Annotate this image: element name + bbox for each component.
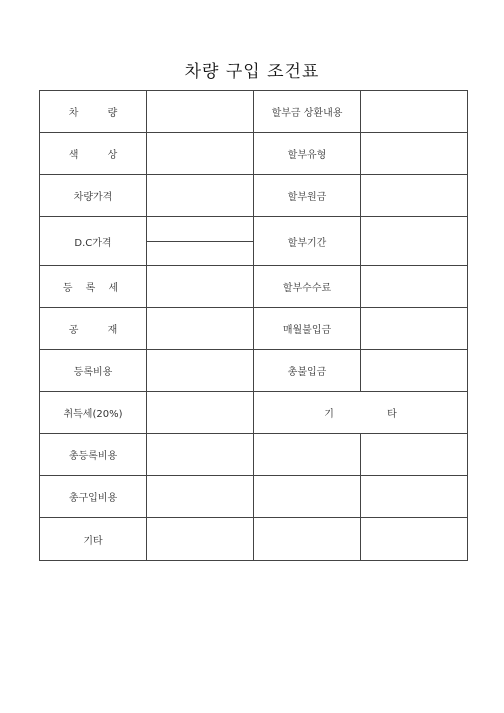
value-installment-repayment[interactable] — [361, 91, 468, 133]
value-installment-type[interactable] — [361, 133, 468, 175]
value-registration-tax[interactable] — [147, 266, 254, 308]
table-row — [40, 518, 468, 561]
value-acquisition-tax[interactable] — [147, 392, 254, 434]
label-vehicle-price: 차량가격 — [40, 175, 147, 217]
value-registration-cost[interactable] — [147, 350, 254, 392]
value-total-purchase-cost[interactable] — [147, 476, 254, 518]
value-total-payment[interactable] — [361, 350, 468, 392]
label-vehicle: 차 량 — [40, 91, 147, 133]
label-other: 기타 — [40, 518, 147, 561]
dc-price-upper-field[interactable] — [147, 217, 253, 242]
value-installment-principal[interactable] — [361, 175, 468, 217]
value-deduction[interactable] — [147, 308, 254, 350]
table-row — [40, 476, 468, 518]
others-field-3a[interactable] — [254, 518, 361, 561]
table-row — [40, 133, 468, 175]
table-row — [40, 91, 468, 133]
table-row — [40, 350, 468, 392]
value-total-registration-cost[interactable] — [147, 434, 254, 476]
table-row — [40, 175, 468, 217]
others-field-2b[interactable] — [361, 476, 468, 518]
label-registration-tax: 등 록 세 — [40, 266, 147, 308]
value-other[interactable] — [147, 518, 254, 561]
others-field-2a[interactable] — [254, 476, 361, 518]
label-total-registration-cost: 총등록비용 — [40, 434, 147, 476]
label-total-payment: 총불입금 — [254, 350, 361, 392]
label-dc-price: D.C가격 — [40, 217, 147, 266]
value-monthly-payment[interactable] — [361, 308, 468, 350]
table-row — [40, 266, 468, 308]
value-color[interactable] — [147, 133, 254, 175]
label-registration-cost: 등록비용 — [40, 350, 147, 392]
label-installment-fee: 할부수수료 — [254, 266, 361, 308]
label-color: 색 상 — [40, 133, 147, 175]
label-installment-period: 할부기간 — [254, 217, 361, 266]
table-row — [40, 217, 468, 266]
others-field-1b[interactable] — [361, 434, 468, 476]
dc-price-lower-field[interactable] — [147, 242, 253, 266]
label-installment-principal: 할부원금 — [254, 175, 361, 217]
others-field-3b[interactable] — [361, 518, 468, 561]
label-deduction: 공 재 — [40, 308, 147, 350]
value-dc-price[interactable] — [147, 217, 254, 266]
value-installment-period[interactable] — [361, 217, 468, 266]
label-total-purchase-cost: 총구입비용 — [40, 476, 147, 518]
label-installment-type: 할부유형 — [254, 133, 361, 175]
label-acquisition-tax: 취득세(20%) — [40, 392, 147, 434]
label-others-header: 기 타 — [254, 392, 468, 434]
table-row — [40, 392, 468, 434]
table-row — [40, 434, 468, 476]
others-field-1a[interactable] — [254, 434, 361, 476]
table-row — [40, 308, 468, 350]
label-monthly-payment: 매월불입금 — [254, 308, 361, 350]
page-title: 차량 구입 조건표 — [184, 62, 320, 82]
value-installment-fee[interactable] — [361, 266, 468, 308]
value-vehicle[interactable] — [147, 91, 254, 133]
vehicle-purchase-conditions-table — [39, 90, 468, 561]
value-vehicle-price[interactable] — [147, 175, 254, 217]
label-installment-repayment: 할부금 상환내용 — [254, 91, 361, 133]
